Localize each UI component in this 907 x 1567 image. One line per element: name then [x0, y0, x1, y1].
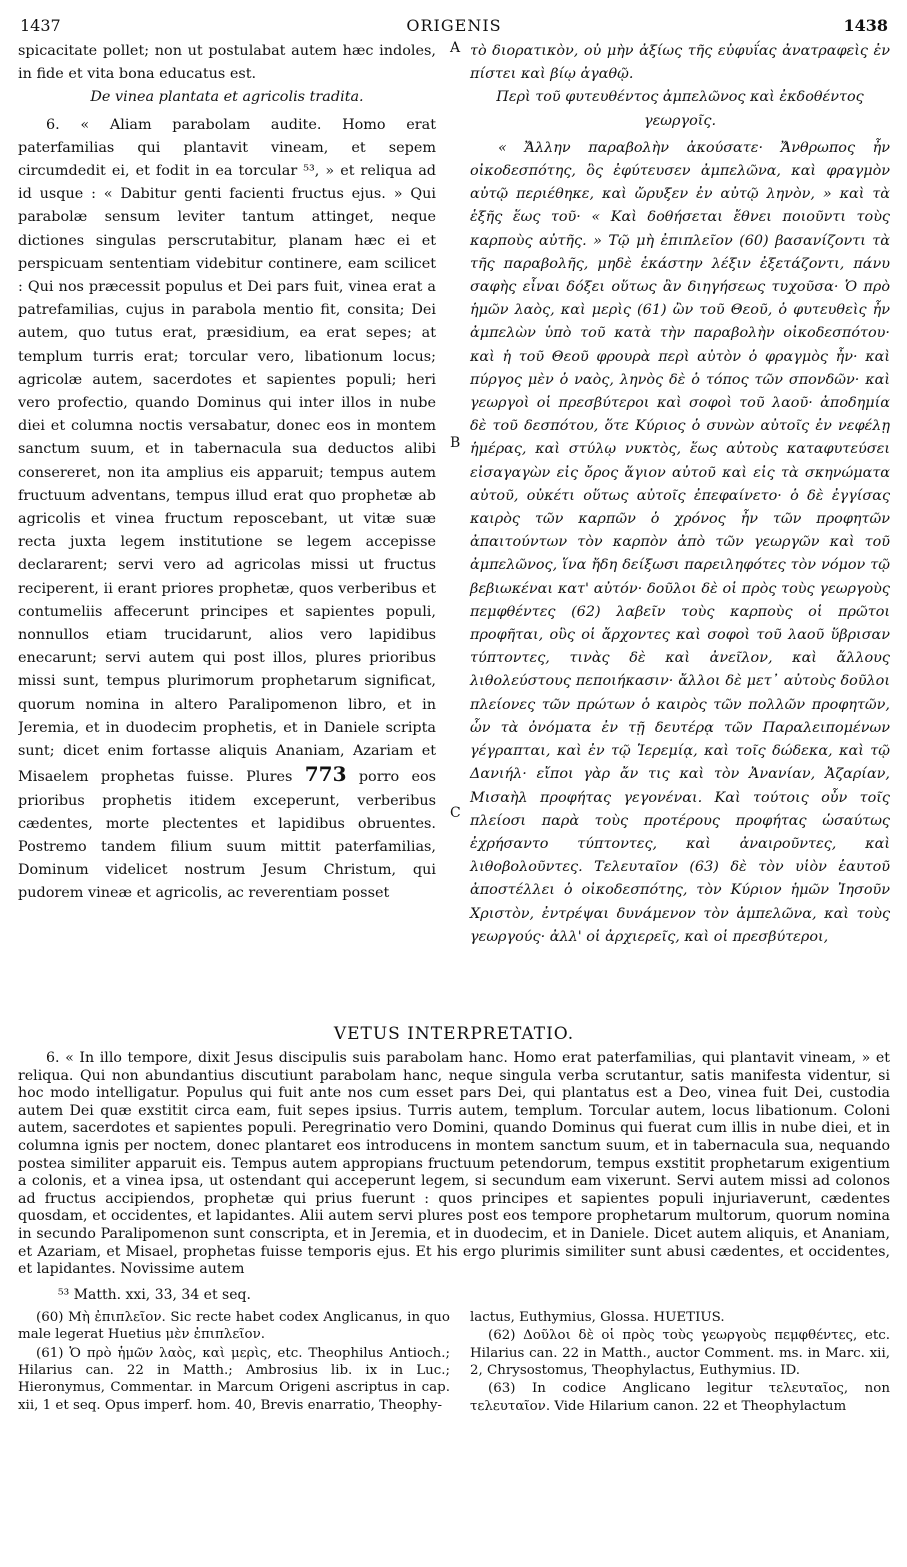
latin-continuation: spicacitate pollet; non ut postulabat autem hæc indoles, in fide et vita bona educatus est.: [18, 43, 436, 83]
notes-left-column: [18, 1309, 450, 1415]
vetus-interpretatio-text: 6. « In illo tempore, dixit Jesus discipulis suis parabolam hanc. Homo erat paterfamilias, qui plantavit vineam, » et reliqua. Qui non abundantius discutiunt parabolam hanc, neque singula verba scrutantur, satis manifesta videntur, si hoc modo intelligatur. Populus qui fuit ante nos cum esset pars Dei, qui plantatus est a Deo, vinea fuit Dei, custodia autem Dei quæ exstitit circa eam, fuit sepes ipsius. Turris autem, templum. Torcular autem, locus libationum. Coloni autem, sacerdotes et sapientes populi. Peregrinatio vero Domini, quando Dominus qui fuerat cum illis in nube diei, et in columna ignis per noctem, donec plantaret eos introducens in montem sanctum suum, et in tabernacula sua, nequando postea similiter apparuit eis. Tempus autem appropians fructuum petendorum, tempus exstitit prophetarum exigentium a colonis, et a vinea ipsa, ut ostendant qui acceperunt legem, si secundum eam vixerunt. Servi autem missi ad colonos ad fructus accipiendos, prophetæ qui prius fuerunt : quos principes et sapientes populi injuriaverunt, cædentes quosdam, et occidentes, et lapidantes. Alii autem servi plures post eos tempore prophetarum multorum, quorum nomina in secundo Paralipomenon sunt conscripta, et in Jeremia, et in duodecim, et in Daniele. Dicet autem aliquis, et Ananiam, et Azariam, et Misael, prophetas fuisse temporis ejus. Et his ergo plurimis similiter sunt abusi cædentes, et occidentes, et lapidantes. Novissime autem: [18, 1050, 890, 1278]
note-61-continued: lactus, Euthymius, Glossa. HUETIUS.: [470, 1309, 725, 1325]
vetus-interpretatio-heading: VETUS INTERPRETATIO.: [333, 1024, 575, 1044]
margin-letter-b: B: [450, 435, 461, 451]
right-page-number: 1438: [843, 16, 888, 35]
page-header: [18, 12, 890, 40]
note-62: (62) Δοῦλοι δὲ οἱ πρὸς τοὺς γεωργοὺς πεμφθέντες, etc. Hilarius can. 22 in Matth., auctor Comment. ms. in Marc. xii, 2, Chrysostomus, Theophylactus, Euthymius. ID.: [470, 1328, 890, 1378]
editorial-notes: [18, 1309, 890, 1509]
page: [18, 12, 890, 1552]
scripture-footnote: ⁵³ Matth. xxi, 33, 34 et seq.: [58, 1286, 251, 1303]
latin-paragraph-text: 6. « Aliam parabolam audite. Homo erat paterfamilias qui plantavit vineam, et sepem circumdedit ei, et fodit in ea torcular ⁵³, » et reliqua ad id usque : « Dabitur genti facienti fructus ejus. » Qui parabolæ sensum leviter tantum attinget, neque dictiones singulas perscrutabitur, planam hæc ei et perspicuam sententiam videbitur continere, eam scilicet : Qui nos præcessit populus et Dei pars fuit, vinea erat a patrefamilias, cujus in parabola mentio fit, consita; Dei autem, quo tutus erat, præsidium, ea erat sepes; at templum turris erat; torcular vero, libationum locus; agricolæ autem, sacerdotes et sapientes populi; heri vero profectio, quando Dominus qui inter illos in nube diei et columna noctis versabatur, donec eos in montem sanctum suum, et in tabernacula sua deductos alibi consereret, non ita amplius eis apparuit; tempus autem fructuum adventans, tempus illud erat quo prophetæ ab agricolis et vinea fructum reposcebant, ut vitæ suæ recta juxta legem institutione se legem accepisse declararent; servi vero ad agricolas missi ut fructus reciperent, ii erant priores prophetæ, quos verberibus et contumeliis affecerunt principes et sapientes populi, nonnullos etiam trucidarunt, alios vero lapidibus enecarunt; servi autem qui post illos, plures prioribus missi sunt, tempus plurimorum prophetarum significat, quorum nomina in altero Paralipomenon libro, et in Jeremia, et in duodecim prophetis, et in Daniele scripta sunt; dicet enim fortasse aliquis Ananiam, Azariam et Misaelem prophetas fuisse. Plures: [18, 116, 436, 786]
note-63: (63) In codice Anglicano legitur τελευταῖος, non τελευταῖον. Vide Hilarium canon. 22 et Theophylactum: [470, 1381, 890, 1414]
left-page-number: 1437: [20, 16, 61, 35]
margin-letter-c: C: [450, 805, 461, 821]
column-number-marker: 773: [304, 762, 347, 787]
greek-paragraph: « Ἄλλην παραβολὴν ἀκούσατε· Ἄνθρωπος ἦν οἰκοδεσπότης, ὃς ἐφύτευσεν ἀμπελῶνα, καὶ φραγμὸν αὐτῷ περιέθηκε, καὶ ὤρυξεν ἐν αὐτῷ ληνὸν, » καὶ τὰ ἑξῆς ἕως τοῦ· « Καὶ δοθήσεται ἔθνει ποιοῦντι τοὺς καρποὺς αὐτῆς. » Τῷ μὴ ἐπιπλεῖον (60) βασανίζοντι τὰ τῆς παραβολῆς, μηδὲ ἑκάστην λέξιν ἐξετάζοντι, πάνυ σαφὴς εἶναι δόξει οὕτως ἂν διηγήσεως τυχοῦσα· Ὁ πρὸ ἡμῶν λαὸς, καὶ μερὶς (61) ὢν τοῦ Θεοῦ, ὁ φυτευθεὶς ἦν ἀμπελὼν ὑπὸ τοῦ κατὰ τὴν παραβολὴν οἰκοδεσπότου· καὶ ἡ τοῦ Θεοῦ φρουρὰ περὶ αὐτὸν ὁ φραγμὸς ἦν· καὶ πύργος μὲν ὁ ναὸς, ληνὸς δὲ ὁ τόπος τῶν σπονδῶν· καὶ γεωργοὶ οἱ πρεσβύτεροι καὶ σοφοὶ τοῦ λαοῦ· ἀποδημία δὲ τοῦ δεσπότου, ὅτε Κύριος ὁ συνὼν αὐτοῖς ἐν νεφέλῃ ἡμέρας, καὶ στύλῳ νυκτὸς, ἕως αὐτοὺς καταφυτεύσει εἰσαγαγὼν εἰς ὄρος ἅγιον αὐτοῦ καὶ εἰς τὰ σκηνώματα αὐτοῦ, οὐκέτι οὕτως αὐτοῖς ἐπεφαίνετο· ὁ δὲ ἐγγίσας καιρὸς τῶν καρπῶν ὁ χρόνος ἦν τῶν προφητῶν ἀπαιτούντων τὸν καρπὸν ἀπὸ τῶν γεωργῶν καὶ τοῦ ἀμπελῶνος, ἵνα ἤδη δείξωσι παρειληφότες τὸν νόμον τῷ βεβιωκέναι κατ' αὐτόν· δοῦλοι δὲ οἱ πρὸς τοὺς γεωργοὺς πεμφθέντες (62) λαβεῖν τοὺς καρποὺς οἱ πρῶτοι προφῆται, οὓς οἱ ἄρχοντες καὶ σοφοὶ τοῦ λαοῦ ὕβρισαν τύπτοντες, τινὰς δὲ καὶ ἀνεῖλον, καὶ ἄλλους λιθολεύστους πεποιήκασιν· ἄλλοι δὲ μετ᾽ αὐτοὺς δοῦλοι πλείονες τῶν πρώτων ὁ καιρὸς τῶν πολλῶν προφητῶν, ὧν τὰ ὀνόματα ἐν τῇ δευτέρᾳ τῶν Παραλειπομένων γέγραπται, καὶ ἐν τῷ Ἱερεμίᾳ, καὶ τοῖς δώδεκα, καὶ τῷ Δανιήλ· εἴποι γὰρ ἄν τις καὶ τὸν Ἀνανίαν, Ἀζαρίαν, Μισαὴλ προφήτας γεγονέναι. Καὶ τούτοις οὖν τοῖς πλείοσι παρὰ τοὺς προτέρους προφήτας ὡσαύτως ἐχρήσαντο τύπτοντες, καὶ ἀναιροῦντες, καὶ λιθοβολοῦντες. Τελευταῖον (63) δὲ τὸν υἱὸν ἑαυτοῦ ἀποστέλλει ὁ οἰκοδεσπότης, τὸν Κύριον ἡμῶν Ἰησοῦν Χριστὸν, ἐντρέψαι δυνάμενον τὸν ἀμπελῶνα, καὶ τοὺς γεωργούς· ἀλλ' οἱ ἀρχιερεῖς, καὶ οἱ πρεσβύτεροι,: [470, 139, 890, 945]
greek-column: [470, 40, 890, 949]
latin-section-title: De vinea plantata et agricolis tradita.: [90, 89, 364, 106]
note-60: (60) Μὴ ἐπιπλεῖον. Sic recte habet codex Anglicanus, in quo male legerat Huetius μὲν ἐπιπλεῖον.: [18, 1309, 450, 1343]
two-column-text: [18, 40, 890, 1022]
latin-column: [18, 40, 436, 906]
running-title: ORIGENIS: [406, 16, 502, 35]
greek-section-title: Περὶ τοῦ φυτευθέντος ἀμπελῶνος καὶ ἐκδοθέντος γεωργοῖς.: [496, 89, 864, 129]
notes-right-column: [470, 1309, 890, 1416]
margin-letter-a: A: [450, 40, 461, 56]
greek-continuation: τὸ διορατικὸν, οὐ μὴν ἀξίως τῆς εὐφυΐας ἀνατραφεὶς ἐν πίστει καὶ βίῳ ἀγαθῷ.: [470, 43, 890, 83]
note-61: (61) Ὁ πρὸ ἡμῶν λαὸς, καὶ μερὶς, etc. Theophilus Antioch.; Hilarius can. 22 in Matth.; Ambrosius lib. ix in Luc.; Hieronymus, Commentar. in Marcum Origeni ascriptus in cap. xii, 1 et seq. Opus imperf. hom. 40, Brevis enarratio, Theophy-: [18, 1345, 450, 1413]
latin-paragraph: [18, 114, 436, 906]
latin-paragraph-end: porro eos prioribus prophetis itidem exceperunt, verberibus cædentes, morte plectentes et lapidibus obruentes. Postremo tandem filium suum mittit paterfamilias, Dominum videlicet nostrum Jesum Christum, qui pudorem vineæ et agricolis, ac reverentiam posset: [18, 769, 437, 902]
